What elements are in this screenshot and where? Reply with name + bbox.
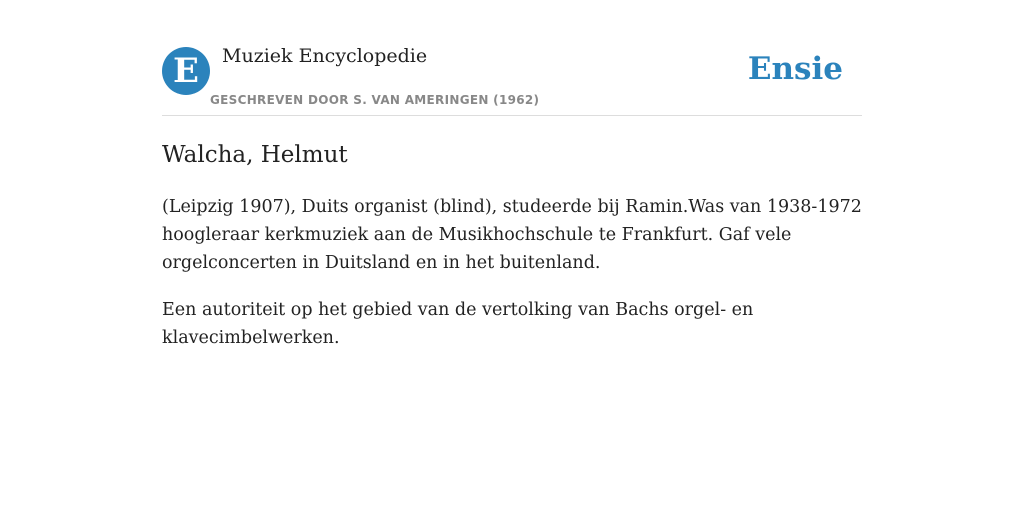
ensie-brand-logo[interactable]: Ensie	[747, 51, 843, 87]
entry-title: Walcha, Helmut	[162, 142, 348, 168]
header	[162, 40, 862, 116]
entry-paragraph: (Leipzig 1907), Duits organist (blind), studeerde bij Ramin.Was van 1938-1972 hoogleraar kerkmuziek aan de Musikhochschule te Frankfurt. Gaf vele orgelconcerten in Duitsland en in het buitenland.	[162, 197, 862, 273]
article-container	[162, 40, 862, 352]
entry-paragraph: Een autoriteit op het gebied van de vertolking van Bachs orgel- en klavecimbelwerken.	[162, 300, 754, 348]
encyclopedie-logo-icon[interactable]: E	[162, 47, 210, 95]
author-line: GESCHREVEN DOOR S. VAN AMERINGEN (1962)	[210, 93, 540, 107]
book-title[interactable]: Muziek Encyclopedie	[222, 45, 428, 67]
